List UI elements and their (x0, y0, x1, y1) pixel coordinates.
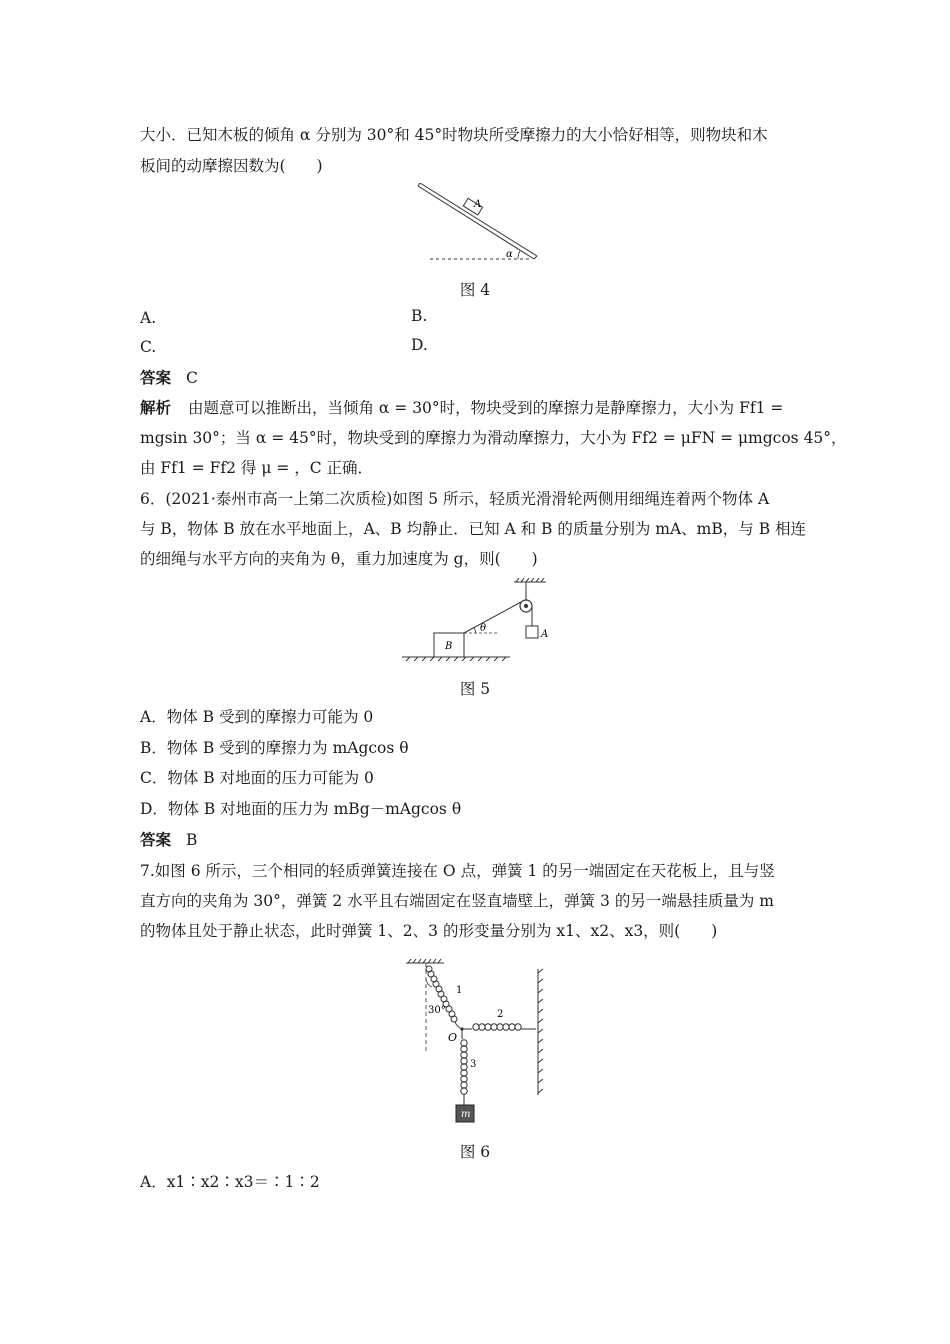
spring-2-label: 2 (497, 1009, 504, 1020)
q5-analysis-text-1: 由题意可以推断出，当倾角 α = 30°时，物块受到的摩擦力是静摩擦力，大小为 Ff1 = (187, 399, 784, 417)
incline-board (418, 183, 537, 259)
q6-option-b: B．物体 B 受到的摩擦力为 mAgcos θ (140, 739, 409, 757)
q6-answer-label: 答案 (140, 830, 172, 849)
q5-option-b: B. (411, 307, 428, 325)
q7-option-a: A．x1∶x2∶x3＝∶1∶2 (140, 1173, 320, 1191)
q5-analysis-line-2: mgsin 30°；当 α = 45°时，物块受到的摩擦力为滑动摩擦力，大小为 Ff2 = μFN = μmgcos 45°， (140, 429, 847, 447)
q5-analysis-line-3: 由 Ff1 = Ff2 得 μ = ，C 正确． (140, 459, 374, 477)
q6-text-line-2: 与 B，物体 B 放在水平地面上，A、B 均静止．已知 A 和 B 的质量分别为 mA、mB，与 B 相连 (140, 520, 807, 538)
ground-hatch (402, 657, 510, 661)
q5-answer-value: C (185, 369, 198, 387)
q7-text-line-2: 直方向的夹角为 30°，弹簧 2 水平且右端固定在竖直墙壁上，弹簧 3 的另一端悬挂质量为 m (140, 892, 774, 910)
figure-6-caption: 图 6 (459, 1143, 491, 1161)
q6-answer-value: B (185, 831, 198, 849)
rope-to-b (464, 602, 521, 633)
q5-answer (140, 367, 198, 389)
q6-text-line-3: 的细绳与水平方向的夹角为 θ，重力加速度为 g，则( ) (140, 550, 538, 568)
q5-option-c: C. (140, 338, 157, 356)
angle-alpha-label: α (506, 249, 513, 260)
q7-text-line-1: 7.如图 6 所示，三个相同的轻质弹簧连接在 O 点，弹簧 1 的另一端固定在天花板上，且与竖 (140, 862, 775, 880)
q5-option-d: D. (411, 336, 428, 354)
figure-4-incline (410, 183, 545, 265)
spring-2 (462, 1024, 536, 1030)
wall-hatch (538, 969, 543, 1095)
q6-text-line-1: 6．(2021·泰州市高一上第二次质检)如图 5 所示，轻质光滑滑轮两侧用细绳连着两个物体 A (140, 490, 770, 508)
q5-text-line-2: 板间的动摩擦因数为( ) (140, 157, 323, 175)
q5-analysis-label: 解析 (140, 398, 172, 417)
q5-analysis-line-1 (140, 397, 783, 419)
q7-text-line-3: 的物体且处于静止状态，此时弹簧 1、2、3 的形变量分别为 x1、x2、x3，则( ) (140, 922, 718, 940)
spring-1-label: 1 (456, 985, 463, 996)
pulley-axle (524, 604, 528, 608)
spring-3-label: 3 (470, 1059, 477, 1070)
box-a (526, 626, 538, 638)
box-b-label: B (445, 641, 453, 652)
q5-text-line-1: 大小．已知木板的倾角 α 分别为 30°和 45°时物块所受摩擦力的大小恰好相等，则物块和木 (140, 126, 768, 144)
figure-5-caption: 图 5 (459, 680, 491, 698)
angle-arc (518, 251, 520, 259)
q6-option-c: C．物体 B 对地面的压力可能为 0 (140, 769, 374, 787)
theta-label: θ (480, 623, 487, 634)
q5-answer-label: 答案 (140, 368, 172, 387)
block-a-label: A (474, 199, 482, 210)
mass-label: m (461, 1109, 471, 1120)
q6-option-d: D．物体 B 对地面的压力为 mBg－mAgcos θ (140, 800, 462, 818)
figure-5-pulley (400, 578, 560, 663)
theta-arc (474, 628, 476, 633)
figure-6-springs (400, 955, 550, 1127)
q6-option-a: A．物体 B 受到的摩擦力可能为 0 (140, 708, 374, 726)
angle-30-label: 30° (428, 1005, 446, 1016)
spring-3 (461, 1029, 467, 1105)
box-a-label: A (541, 629, 549, 640)
spring-1 (426, 966, 462, 1029)
figure-4-caption: 图 4 (459, 281, 491, 299)
ceiling-hatch (406, 959, 444, 963)
q5-option-a: A. (140, 309, 157, 327)
point-o-label: O (448, 1031, 458, 1044)
ceiling-hatch (514, 578, 546, 582)
q6-answer (140, 829, 197, 851)
